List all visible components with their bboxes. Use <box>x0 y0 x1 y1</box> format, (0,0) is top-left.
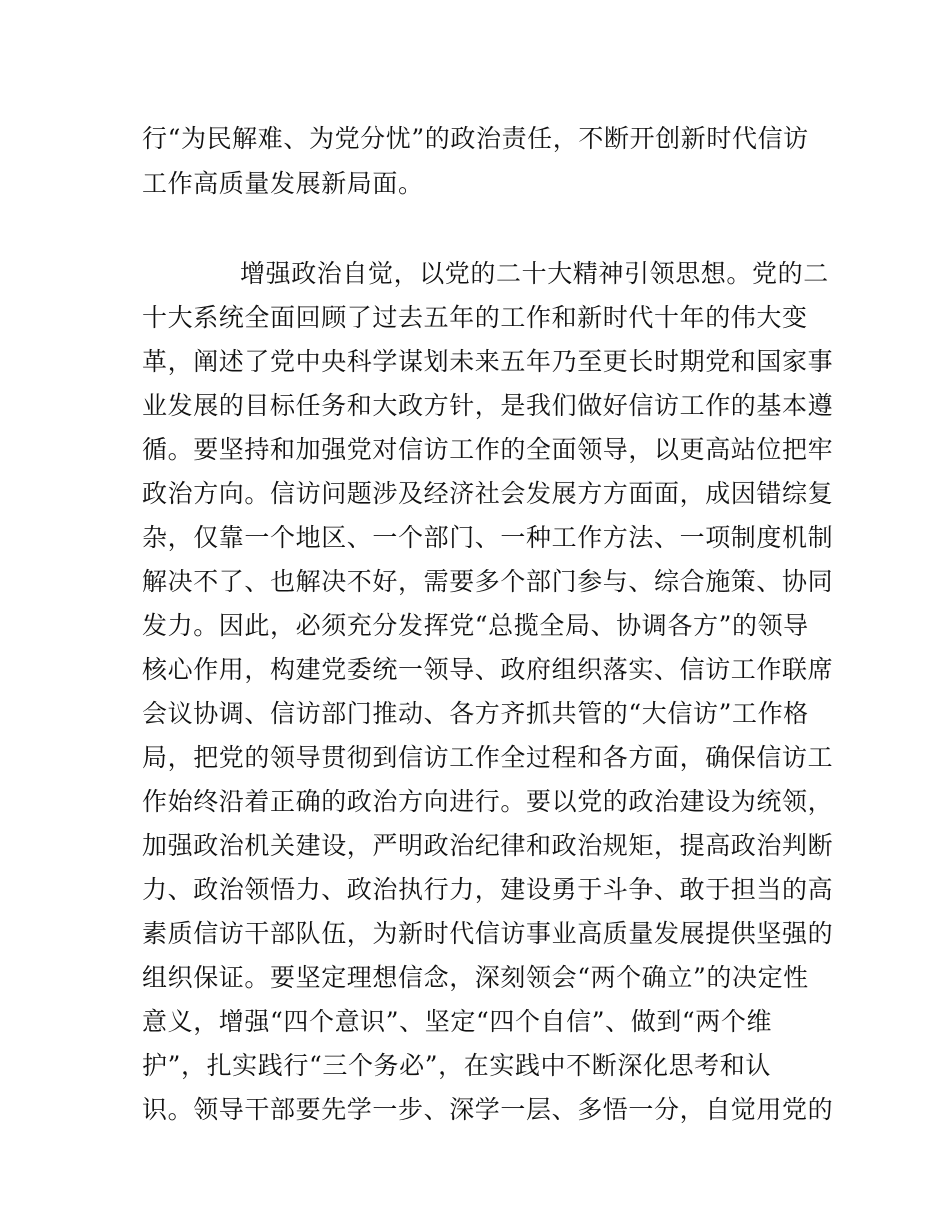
text-line: 加强政治机关建设，严明政治纪律和政治规矩，提高政治判断 <box>142 831 834 860</box>
text-line: 发力。因此，必须充分发挥党“总揽全局、协调各方”的领导 <box>142 611 809 640</box>
text-line: 局，把党的领导贯彻到信访工作全过程和各方面，确保信访工 <box>142 743 834 772</box>
text-line: 素质信访干部队伍，为新时代信访事业高质量发展提供坚强的 <box>142 919 834 948</box>
text-line: 作始终沿着正确的政治方向进行。要以党的政治建设为统领， <box>142 787 834 816</box>
text-line: 增强政治自觉，以党的二十大精神引领思想。党的二 <box>240 259 829 288</box>
text-line: 政治方向。信访问题涉及经济社会发展方方面面，成因错综复 <box>142 479 834 508</box>
text-line: 循。要坚持和加强党对信访工作的全面领导，以更高站位把牢 <box>142 435 834 464</box>
text-line: 核心作用，构建党委统一领导、政府组织落实、信访工作联席 <box>142 655 834 684</box>
text-line: 会议协调、信访部门推动、各方齐抓共管的“大信访”工作格 <box>142 699 809 728</box>
text-line: 杂，仅靠一个地区、一个部门、一种工作方法、一项制度机制 <box>142 523 834 552</box>
text-line: 力、政治领悟力、政治执行力，建设勇于斗争、敢于担当的高 <box>142 875 834 904</box>
text-line: 业发展的目标任务和大政方针，是我们做好信访工作的基本遵 <box>142 391 834 420</box>
text-line: 护”，扎实践行“三个务必”，在实践中不断深化思考和认 <box>142 1051 771 1080</box>
text-line: 意义，增强“四个意识”、坚定“四个自信”、做到“两个维 <box>142 1007 773 1036</box>
text-line: 解决不了、也解决不好，需要多个部门参与、综合施策、协同 <box>142 567 834 596</box>
text-line: 十大系统全面回顾了过去五年的工作和新时代十年的伟大变 <box>142 303 808 332</box>
text-line: 组织保证。要坚定理想信念，深刻领会“两个确立”的决定性 <box>142 963 809 992</box>
text-line: 工作高质量发展新局面。 <box>142 169 424 198</box>
text-line: 革，阐述了党中央科学谋划未来五年乃至更长时期党和国家事 <box>142 347 834 376</box>
text-line: 行“为民解难、为党分忧”的政治责任，不断开创新时代信访 <box>142 124 809 153</box>
text-line: 识。领导干部要先学一步、深学一层、多悟一分，自觉用党的 <box>142 1095 834 1124</box>
